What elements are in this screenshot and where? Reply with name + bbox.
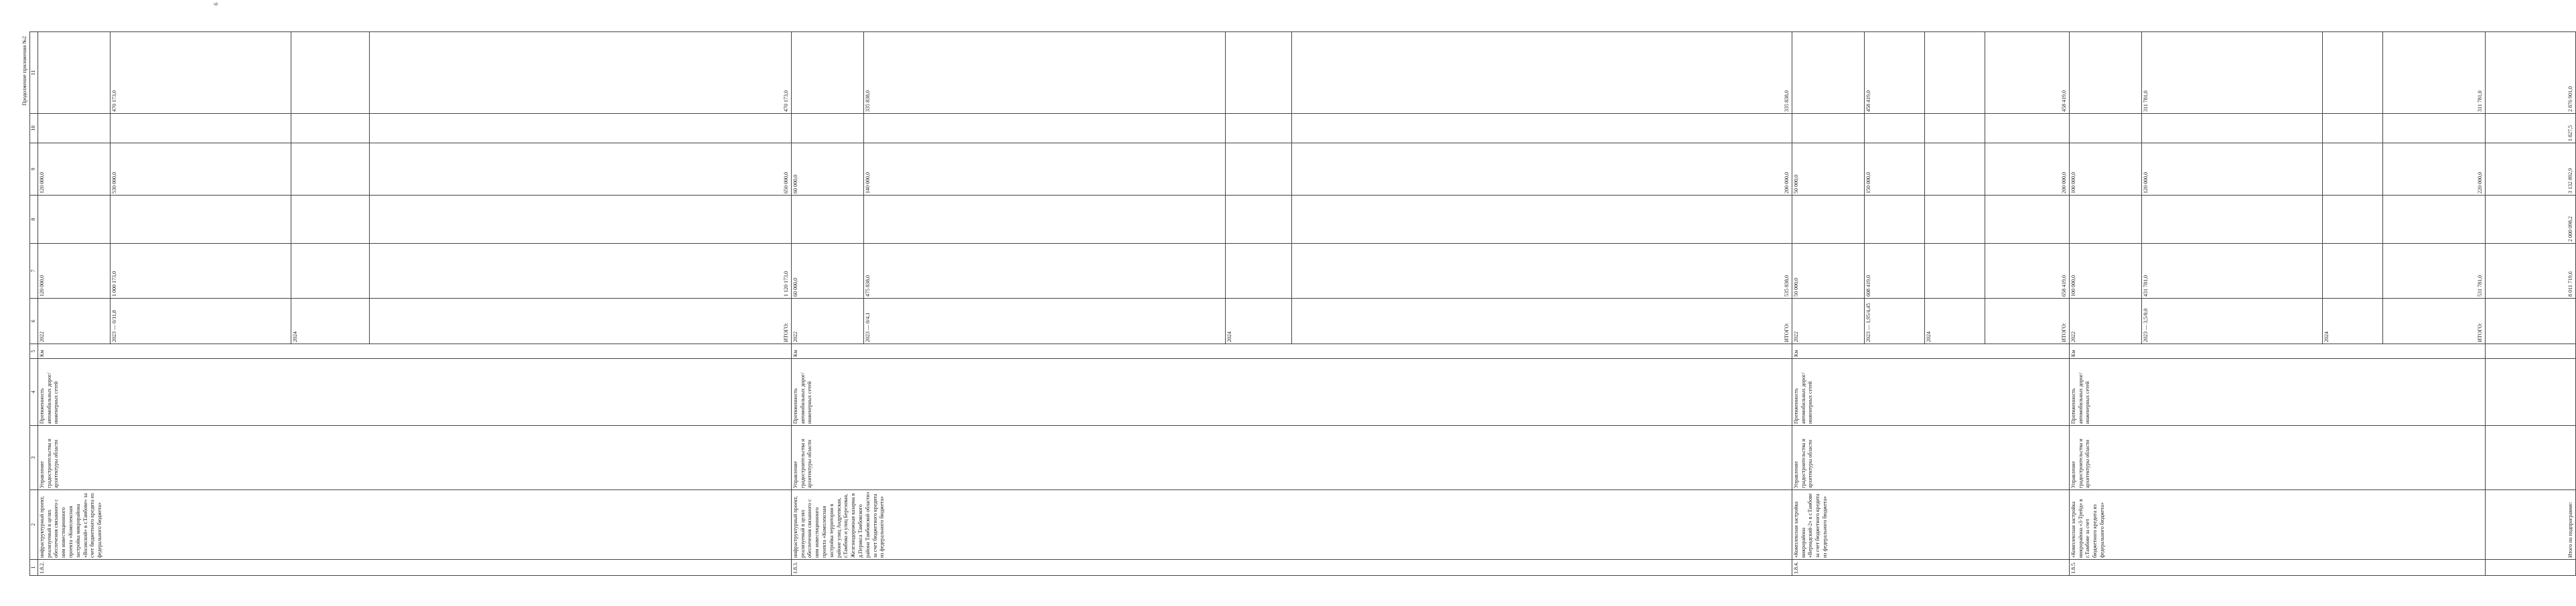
project-name-cell: инфраструктурный проект, реализуемый в целях обеспечения связанного с ним инвестиционного проекта «Комплексная застройка территории в районе улиц Андреевская, г.Тамбова и улиц Березовая, Железнодорожная казарма в д.Перикса Тамбовского района Тамбовской области» за счет бюджетного кредита из федерального бюджета» [791, 490, 1792, 560]
amount-cell-c10 [1985, 114, 2069, 143]
subprogram-total-label: Итого по подпрограмме: [2485, 490, 2575, 560]
column-number: 10 [30, 114, 38, 143]
amount-cell-c11: 335 838,0 [863, 32, 1225, 114]
empty-cell [2485, 560, 2575, 576]
amount-cell-c9: 650 000,0 [369, 143, 791, 196]
unit-cell: Км [791, 344, 1792, 359]
amount-cell-c10 [291, 114, 369, 143]
amount-cell-c9: 60 000,0 [791, 143, 863, 196]
indicator-cell: Протяженность автомобильных дорог/инженерных сетей [38, 359, 791, 426]
year-cell: 2022 [1792, 299, 1864, 344]
year-cell: 2023 — 1,95/4,45 [1864, 299, 1924, 344]
column-number: 9 [30, 143, 38, 196]
amount-cell-c9: 120 000,0 [2141, 143, 2322, 196]
subprogram-total-row [2485, 32, 2575, 576]
continuation-note: Продолжение приложения №2 [21, 36, 27, 106]
column-number: 2 [30, 490, 38, 560]
amount-cell-c7: 50 000,0 [1792, 244, 1864, 299]
amount-cell-c11: 311 781,0 [2141, 32, 2322, 114]
table-row [1792, 32, 1864, 576]
amount-cell-c8 [1792, 196, 1864, 244]
amount-cell-c10 [791, 114, 863, 143]
year-cell: 2023 — 3,5/8,0 [2141, 299, 2322, 344]
table-body [38, 32, 2575, 576]
amount-cell-c9 [291, 143, 369, 196]
executor-cell: Управление градостроительства и архитектуры области [1792, 426, 2069, 490]
amount-cell-c7: 1 000 173,0 [110, 244, 291, 299]
amount-cell-c11: 311 781,0 [2382, 32, 2485, 114]
amount-cell-c9: 200 000,0 [1985, 143, 2069, 196]
amount-cell-c8 [2069, 196, 2141, 244]
amount-cell-c7: 608 419,0 [1864, 244, 1924, 299]
amount-cell-c9: 150 000,0 [1864, 143, 1924, 196]
amount-cell-c8 [1291, 196, 1792, 244]
table-row [38, 32, 110, 576]
column-number: 3 [30, 426, 38, 490]
column-number: 11 [30, 32, 38, 114]
indicator-cell: Протяженность автомобильных дорог/инженерных сетей [1792, 359, 2069, 426]
indicator-cell: Протяженность автомобильных дорог/инженерных сетей [791, 359, 1792, 426]
amount-cell-c7 [1225, 244, 1291, 299]
year-cell: 2022 [791, 299, 863, 344]
column-number: 5 [30, 344, 38, 359]
amount-cell-c11: 470 173,0 [110, 32, 291, 114]
column-number: 8 [30, 196, 38, 244]
amount-cell-c10 [1792, 114, 1864, 143]
total-label-cell: ИТОГО: [369, 299, 791, 344]
amount-cell-c9: 200 000,0 [1291, 143, 1792, 196]
amount-cell-c10 [110, 114, 291, 143]
subprogram-total-c9: 3 132 892,9 [2485, 143, 2575, 196]
item-id-cell: 1.8.3. [791, 560, 1792, 576]
year-cell: 2024 [1924, 299, 1985, 344]
amount-cell-c10 [1225, 114, 1291, 143]
amount-cell-c7: 120 000,0 [38, 244, 110, 299]
executor-cell: Управление градостроительства и архитектуры области [2069, 426, 2485, 490]
column-number: 7 [30, 244, 38, 299]
year-cell: 2023 — 0/11,8 [110, 299, 291, 344]
subprogram-total-c8: 2 000 098,2 [2485, 196, 2575, 244]
amount-cell-c10 [1291, 114, 1792, 143]
amount-cell-c10 [1924, 114, 1985, 143]
year-cell: 2024 [2322, 299, 2382, 344]
amount-cell-c7 [2322, 244, 2382, 299]
project-name-cell: инфраструктурный проект, реализуемый в целях обеспечения связанного с ним инвестиционного проекта «Комплексная застройка микрорайона «Волжский» в г.Тамбове» за счет бюджетного кредита из федерального бюджета» [38, 490, 791, 560]
amount-cell-c8 [110, 196, 291, 244]
unit-cell: Км [38, 344, 791, 359]
executor-cell: Управление градостроительства и архитектуры области [38, 426, 791, 490]
amount-cell-c10 [2141, 114, 2322, 143]
subprogram-total-c7: 8 011 719,6 [2485, 244, 2575, 299]
amount-cell-c8 [2141, 196, 2322, 244]
empty-cell [2485, 344, 2575, 359]
amount-cell-c8 [369, 196, 791, 244]
amount-cell-c8 [863, 196, 1225, 244]
column-number: 1 [30, 560, 38, 576]
amount-cell-c11 [1924, 32, 1985, 114]
amount-cell-c11 [2322, 32, 2382, 114]
unit-cell: Км [1792, 344, 2069, 359]
column-number: 6 [30, 299, 38, 344]
amount-cell-c11: 470 173,0 [369, 32, 791, 114]
amount-cell-c7: 475 838,0 [863, 244, 1225, 299]
amount-cell-c9: 140 000,0 [863, 143, 1225, 196]
amount-cell-c8 [1924, 196, 1985, 244]
total-label-cell: ИТОГО: [1291, 299, 1792, 344]
amount-cell-c8 [2322, 196, 2382, 244]
amount-cell-c11 [38, 32, 110, 114]
amount-cell-c11 [291, 32, 369, 114]
amount-cell-c8 [38, 196, 110, 244]
empty-cell [2485, 426, 2575, 490]
year-cell: 2022 [38, 299, 110, 344]
amount-cell-c8 [791, 196, 863, 244]
project-name-cell: «Комплексная застройка микрорайона «Вернадский-2» в г.Тамбове за счет бюджетного кредита из федерального бюджета» [1792, 490, 2069, 560]
amount-cell-c10 [863, 114, 1225, 143]
amount-cell-c8 [1985, 196, 2069, 244]
subprogram-total-c11: 2 876 901,0 [2485, 32, 2575, 114]
rotated-sheet [21, 32, 2573, 576]
item-id-cell: 1.8.5. [2069, 560, 2485, 576]
year-cell: 2024 [1225, 299, 1291, 344]
amount-cell-c10 [1864, 114, 1924, 143]
amount-cell-c11 [1792, 32, 1864, 114]
column-numbers-row [30, 32, 38, 576]
amount-cell-c11 [2069, 32, 2141, 114]
subprogram-total-c10: 1 827,5 [2485, 114, 2575, 143]
year-cell: 2024 [291, 299, 369, 344]
column-number: 4 [30, 359, 38, 426]
amount-cell-c7: 60 000,0 [791, 244, 863, 299]
amount-cell-c9: 100 000,0 [2069, 143, 2141, 196]
funding-table [29, 31, 2576, 576]
table-row [791, 32, 863, 576]
total-label-cell: ИТОГО: [1985, 299, 2069, 344]
year-cell: 2022 [2069, 299, 2141, 344]
amount-cell-c7: 658 419,0 [1985, 244, 2069, 299]
item-id-cell: 1.8.2. [38, 560, 791, 576]
amount-cell-c7: 531 781,0 [2382, 244, 2485, 299]
amount-cell-c10 [2069, 114, 2141, 143]
item-id-cell: 1.8.4. [1792, 560, 2069, 576]
amount-cell-c11 [1225, 32, 1291, 114]
amount-cell-c11 [791, 32, 863, 114]
amount-cell-c9 [2322, 143, 2382, 196]
amount-cell-c8 [1225, 196, 1291, 244]
year-cell: 2023 — 0/4,1 [863, 299, 1225, 344]
amount-cell-c9: 50 000,0 [1792, 143, 1864, 196]
amount-cell-c10 [38, 114, 110, 143]
table-row [2069, 32, 2141, 576]
unit-cell: Км [2069, 344, 2485, 359]
amount-cell-c7 [291, 244, 369, 299]
amount-cell-c7: 431 781,0 [2141, 244, 2322, 299]
amount-cell-c7: 535 838,0 [1291, 244, 1792, 299]
amount-cell-c9: 530 000,0 [110, 143, 291, 196]
total-label-cell: ИТОГО: [2382, 299, 2485, 344]
empty-cell [2485, 359, 2575, 426]
amount-cell-c8 [1864, 196, 1924, 244]
amount-cell-c7: 1 120 173,0 [369, 244, 791, 299]
executor-cell: Управление градостроительства и архитектуры области [791, 426, 1792, 490]
empty-cell [2485, 299, 2575, 344]
amount-cell-c8 [2382, 196, 2485, 244]
amount-cell-c9: 220 000,0 [2382, 143, 2485, 196]
amount-cell-c10 [2322, 114, 2382, 143]
amount-cell-c11: 458 419,0 [1985, 32, 2069, 114]
amount-cell-c9 [1225, 143, 1291, 196]
amount-cell-c9 [1924, 143, 1985, 196]
amount-cell-c11: 335 838,0 [1291, 32, 1792, 114]
indicator-cell: Протяженность автомобильных дорог/инженерных сетей [2069, 359, 2485, 426]
amount-cell-c7: 100 000,0 [2069, 244, 2141, 299]
amount-cell-c10 [369, 114, 791, 143]
amount-cell-c7 [1924, 244, 1985, 299]
amount-cell-c11: 458 419,0 [1864, 32, 1924, 114]
amount-cell-c8 [291, 196, 369, 244]
amount-cell-c9: 120 000,0 [38, 143, 110, 196]
amount-cell-c10 [2382, 114, 2485, 143]
project-name-cell: «Комплексная застройка микрорайона «З-Трейд» в г.Тамбове за счет бюджетного кредита из федерального бюджета» [2069, 490, 2485, 560]
page-number: 6 [213, 3, 219, 5]
